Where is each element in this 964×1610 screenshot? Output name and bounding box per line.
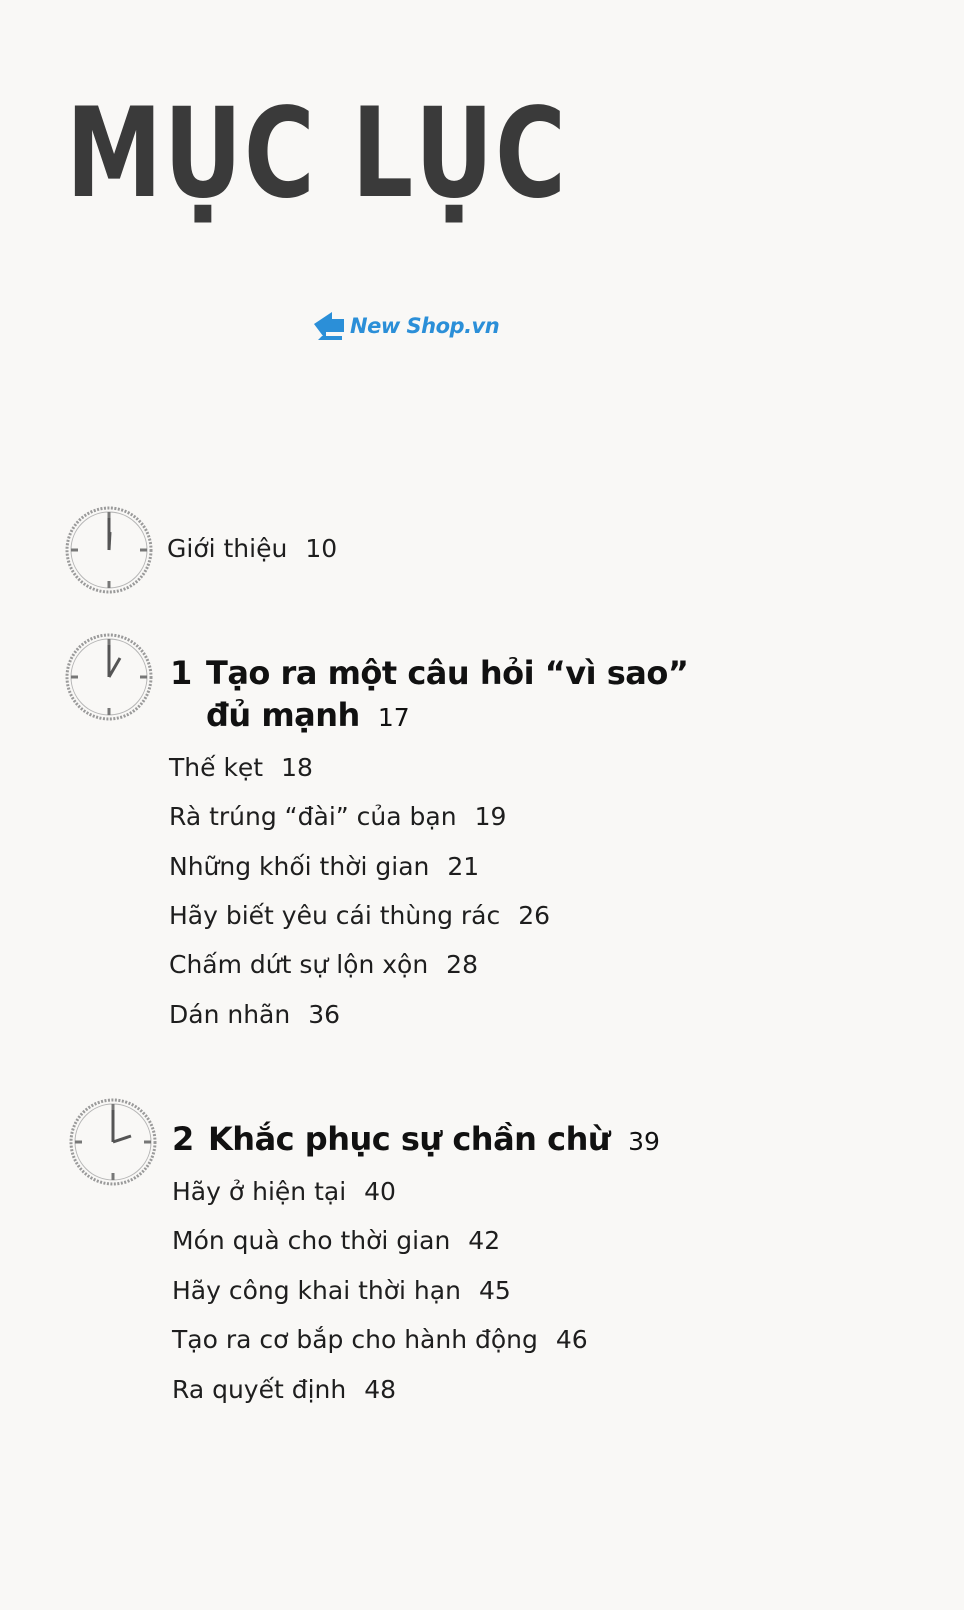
- chapter-title-line2: đủ mạnh: [206, 696, 360, 734]
- section-title: Ra quyết định: [172, 1375, 347, 1404]
- toc-section[interactable]: [172, 1176, 396, 1208]
- section-title: Dán nhãn: [169, 1000, 291, 1029]
- newshop-logo: [312, 310, 499, 342]
- section-title: Tạo ra cơ bắp cho hành động: [172, 1325, 538, 1354]
- section-title: Chấm dứt sự lộn xộn: [169, 950, 429, 979]
- section-page: 48: [364, 1375, 397, 1404]
- clock-icon: [63, 631, 155, 723]
- section-page: 36: [308, 1000, 341, 1029]
- section-page: 28: [446, 950, 478, 979]
- section-title: Hãy biết yêu cái thùng rác: [169, 901, 501, 930]
- section-page: 18: [281, 753, 313, 782]
- logo-text: New Shop.vn: [350, 314, 500, 338]
- section-page: 19: [474, 802, 507, 831]
- toc-section[interactable]: [169, 999, 340, 1031]
- chapter-page: 17: [377, 703, 410, 732]
- toc-section[interactable]: [169, 900, 550, 932]
- section-page: 45: [478, 1276, 511, 1305]
- toc-section[interactable]: [172, 1275, 511, 1307]
- section-page: 46: [555, 1325, 588, 1354]
- chapter-number: 2: [172, 1120, 194, 1158]
- section-page: 21: [447, 852, 480, 881]
- toc-chapter-1[interactable]: [170, 652, 688, 739]
- page-title: MỤC LỤC: [66, 82, 568, 226]
- clock-icon: [67, 1096, 159, 1188]
- section-title: Rà trúng “đài” của bạn: [169, 802, 457, 831]
- clock-icon: [63, 504, 155, 596]
- section-title: Hãy công khai thời hạn: [172, 1276, 461, 1305]
- toc-section[interactable]: [169, 851, 479, 883]
- section-title: Những khối thời gian: [169, 852, 430, 881]
- toc-chapter-2[interactable]: [172, 1118, 660, 1163]
- toc-section[interactable]: [172, 1225, 500, 1257]
- toc-section[interactable]: [169, 949, 478, 981]
- toc-section[interactable]: [169, 752, 313, 784]
- section-title: Hãy ở hiện tại: [172, 1177, 347, 1206]
- chapter-title-line1: Tạo ra một câu hỏi “vì sao”: [206, 654, 689, 692]
- arrow-logo-icon: [312, 310, 346, 342]
- toc-section[interactable]: [172, 1374, 396, 1406]
- chapter-title-line1: Khắc phục sự chần chừ: [208, 1120, 611, 1158]
- toc-intro-title: Giới thiệu: [167, 534, 288, 563]
- section-page: 26: [518, 901, 551, 930]
- section-title: Món quà cho thời gian: [172, 1226, 451, 1255]
- toc-section[interactable]: [169, 801, 506, 833]
- section-title: Thế kẹt: [169, 753, 264, 782]
- toc-intro-page: 10: [305, 534, 338, 563]
- toc-section[interactable]: [172, 1324, 588, 1356]
- toc-intro[interactable]: [167, 533, 337, 565]
- chapter-page: 39: [628, 1127, 660, 1156]
- section-page: 40: [364, 1177, 396, 1206]
- chapter-number: 1: [170, 654, 192, 692]
- section-page: 42: [468, 1226, 501, 1255]
